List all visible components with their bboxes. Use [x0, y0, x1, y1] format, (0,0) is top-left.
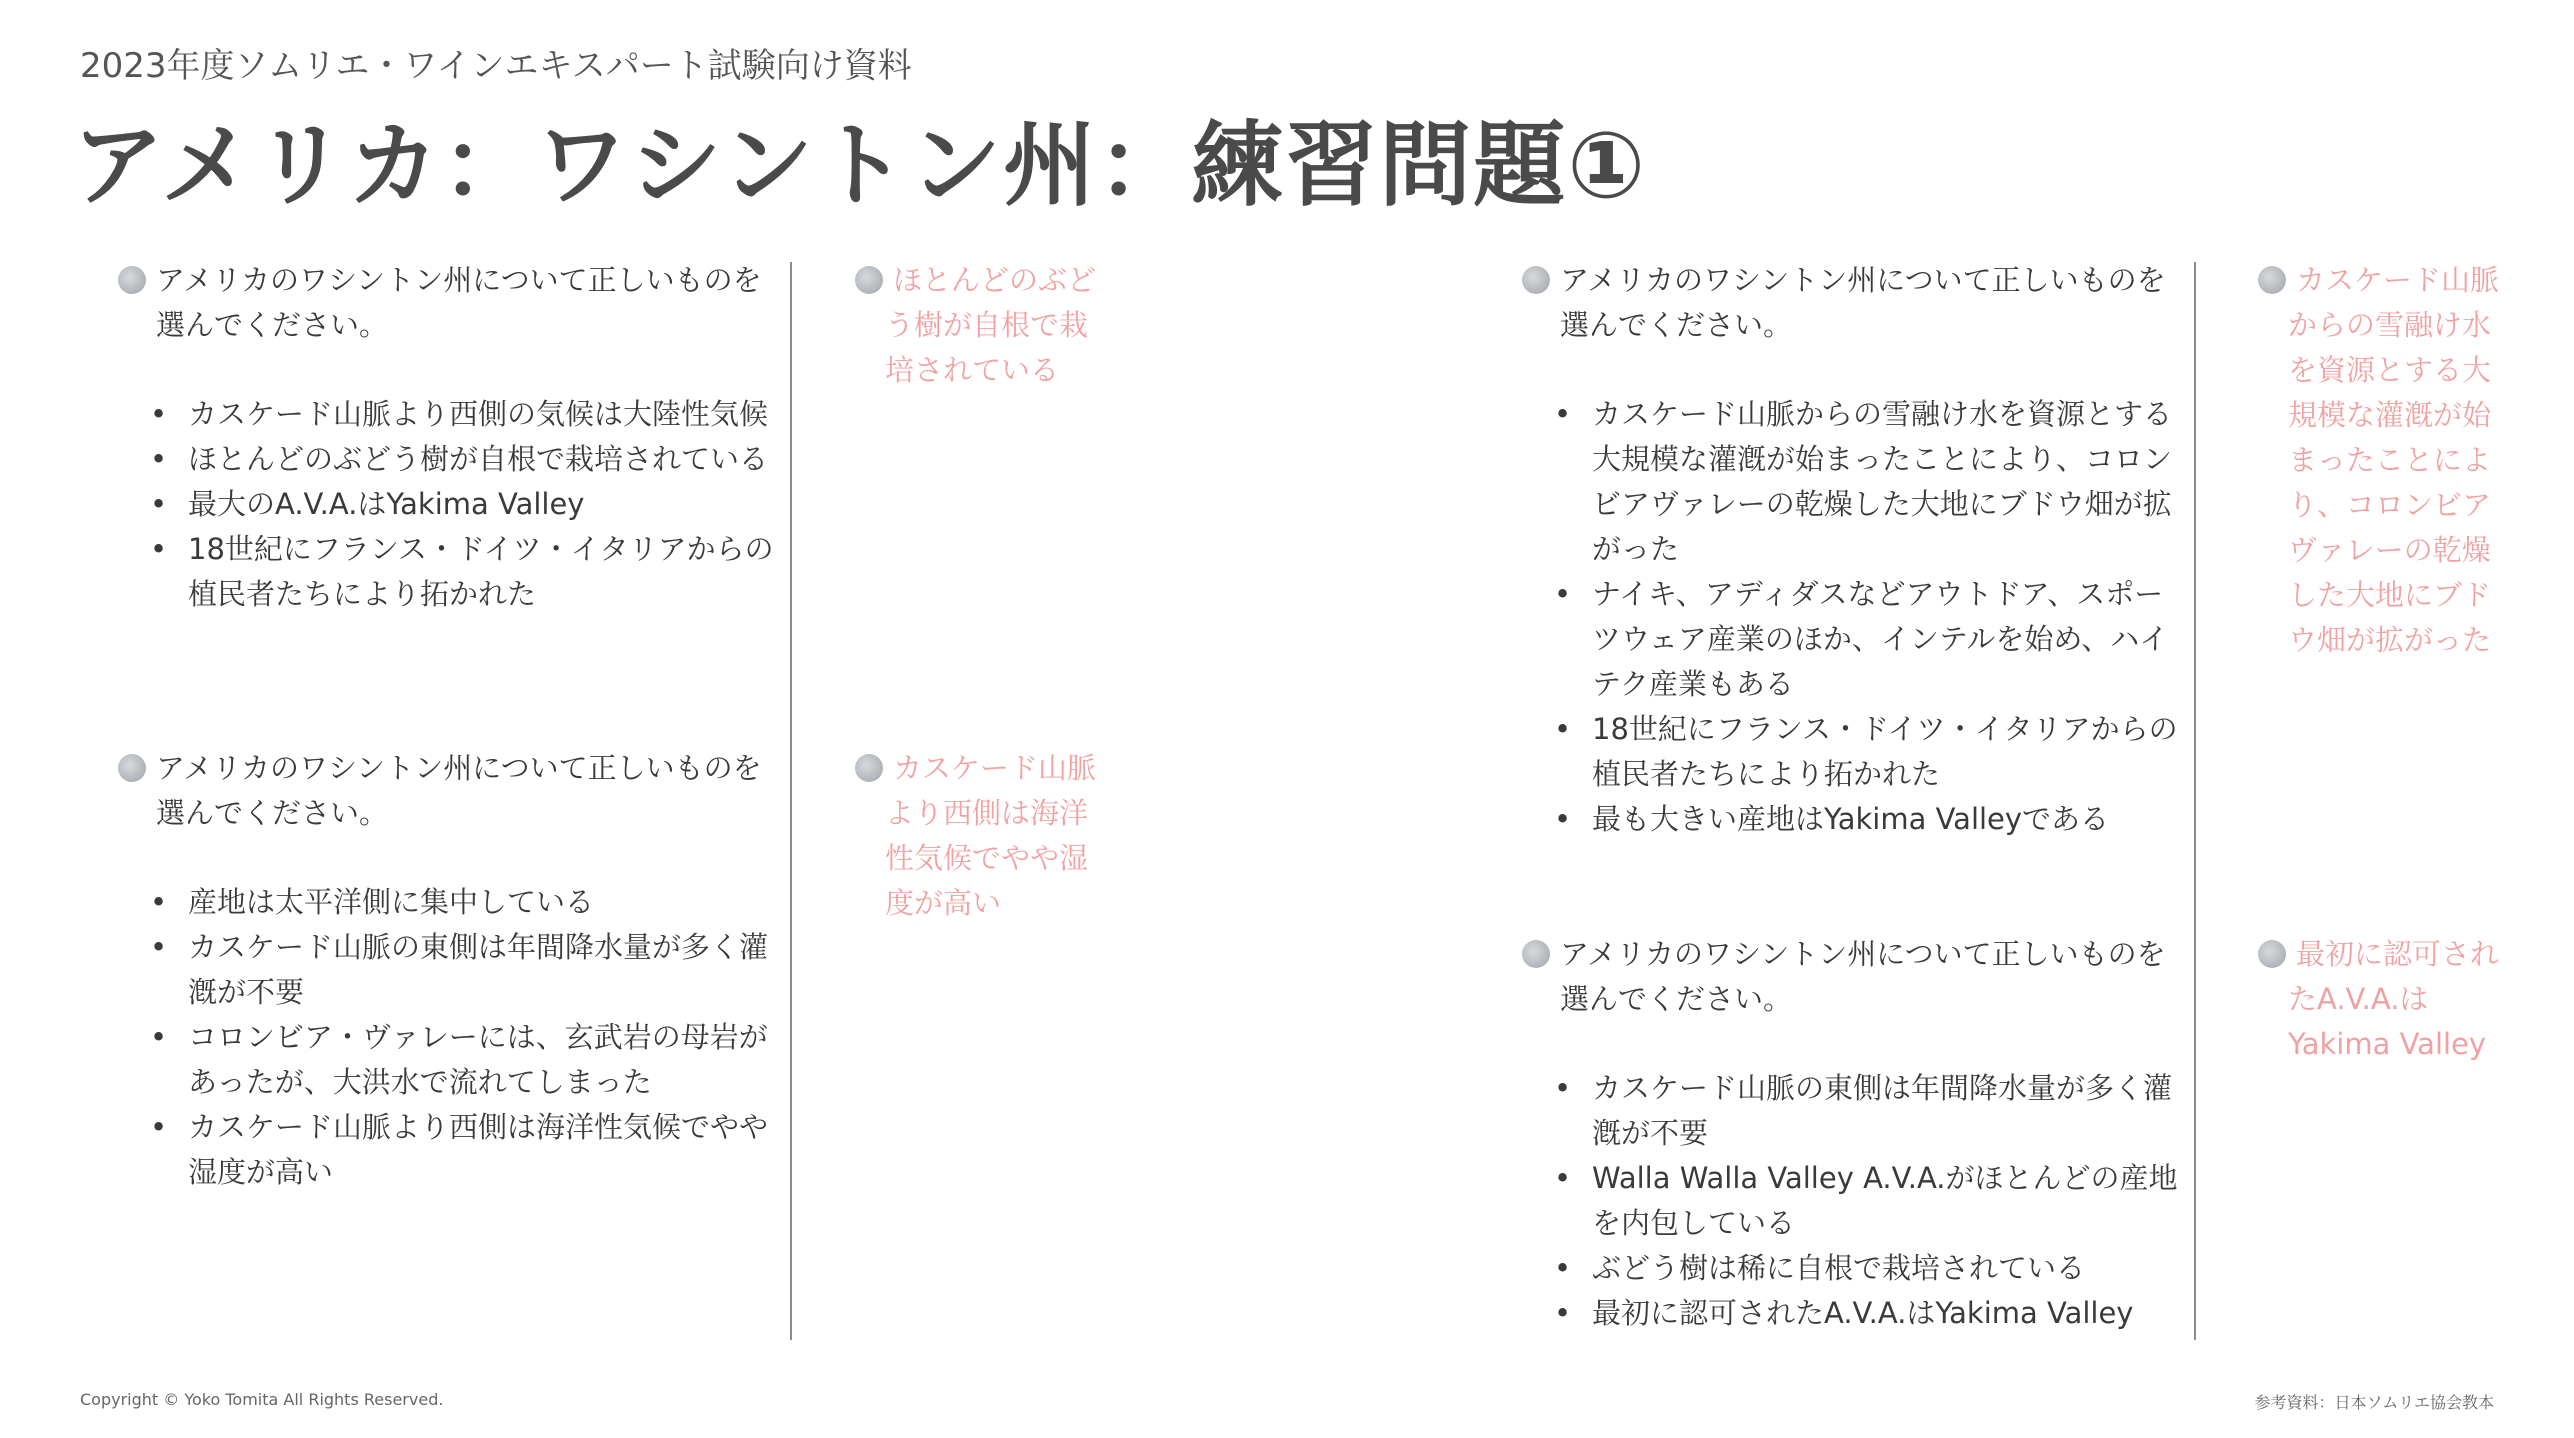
question-prompt: アメリカのワシントン州について正しいものを選んでください。 — [118, 258, 780, 348]
question-prompt: アメリカのワシントン州について正しいものを選んでください。 — [118, 746, 780, 836]
column-divider-left — [790, 262, 792, 1340]
answer-text: カスケード山脈より西側は海洋性気候でやや湿度が高い — [885, 751, 1097, 920]
bullet-circle-icon — [2258, 940, 2286, 968]
column-divider-right — [2194, 262, 2196, 1340]
bullet-circle-icon — [855, 266, 883, 294]
option-item: • カスケード山脈からの雪融け水を資源とする大規模な灌漑が始まったことにより、コロンビアヴァレーの乾燥した大地にブドウ畑が拡がった — [1554, 392, 2184, 572]
option-item: • 最初に認可されたA.V.A.はYakima Valley — [1554, 1291, 2184, 1336]
bullet-circle-icon — [1522, 266, 1550, 294]
answer-block-1 — [855, 258, 1105, 393]
question-block-2 — [80, 746, 780, 1195]
page-subtitle: 2023年度ソムリエ・ワインエキスパート試験向け資料 — [80, 46, 912, 86]
answer-text: カスケード山脈からの雪融け水を資源とする大規模な灌漑が始まったことにより、コロンビアヴァレーの乾燥した大地にブドウ畑が拡がった — [2288, 263, 2500, 657]
page-title: アメリカ：ワシントン州：練習問題① — [72, 112, 1648, 219]
copyright-text: Copyright © Yoko Tomita All Rights Reserved. — [80, 1390, 444, 1409]
answer-block-2 — [855, 746, 1105, 926]
bullet-circle-icon — [118, 754, 146, 782]
option-item: • ナイキ、アディダスなどアウトドア、スポーツウェア産業のほか、インテルを始め、ハイテク産業もある — [1554, 572, 2184, 707]
option-item: • 18世紀にフランス・ドイツ・イタリアからの植民者たちにより拓かれた — [150, 527, 780, 617]
question-prompt: アメリカのワシントン州について正しいものを選んでください。 — [1522, 932, 2184, 1022]
bullet-circle-icon — [118, 266, 146, 294]
option-item: • カスケード山脈の東側は年間降水量が多く灌漑が不要 — [1554, 1066, 2184, 1156]
question-block-1 — [80, 258, 780, 617]
option-item: • カスケード山脈の東側は年間降水量が多く灌漑が不要 — [150, 925, 780, 1015]
option-item: • 最大のA.V.A.はYakima Valley — [150, 482, 780, 527]
option-item: • カスケード山脈より西側は海洋性気候でやや湿度が高い — [150, 1105, 780, 1195]
option-list — [80, 392, 780, 617]
option-item: • カスケード山脈より西側の気候は大陸性気候 — [150, 392, 780, 437]
bullet-circle-icon — [2258, 266, 2286, 294]
option-list — [80, 880, 780, 1195]
answer-text: ほとんどのぶどう樹が自根で栽培されている — [885, 263, 1097, 387]
answer-text: 最初に認可されたA.V.A.はYakima Valley — [2288, 937, 2500, 1061]
option-item: • ぶどう樹は稀に自根で栽培されている — [1554, 1246, 2184, 1291]
option-list — [1484, 392, 2184, 842]
option-item: • コロンビア・ヴァレーには、玄武岩の母岩があったが、大洪水で流れてしまった — [150, 1015, 780, 1105]
option-item: • 産地は太平洋側に集中している — [150, 880, 780, 925]
option-item: • 最も大きい産地はYakima Valleyである — [1554, 797, 2184, 842]
bullet-circle-icon — [1522, 940, 1550, 968]
bullet-circle-icon — [855, 754, 883, 782]
option-item: • 18世紀にフランス・ドイツ・イタリアからの植民者たちにより拓かれた — [1554, 707, 2184, 797]
answer-block-4 — [2258, 932, 2508, 1067]
option-item: • Walla Walla Valley A.V.A.がほとんどの産地を内包している — [1554, 1156, 2184, 1246]
question-block-4 — [1484, 932, 2184, 1336]
question-block-3 — [1484, 258, 2184, 842]
reference-text: 参考資料：日本ソムリエ協会教本 — [2254, 1393, 2494, 1412]
answer-block-3 — [2258, 258, 2508, 663]
option-item: • ほとんどのぶどう樹が自根で栽培されている — [150, 437, 780, 482]
question-prompt: アメリカのワシントン州について正しいものを選んでください。 — [1522, 258, 2184, 348]
option-list — [1484, 1066, 2184, 1336]
